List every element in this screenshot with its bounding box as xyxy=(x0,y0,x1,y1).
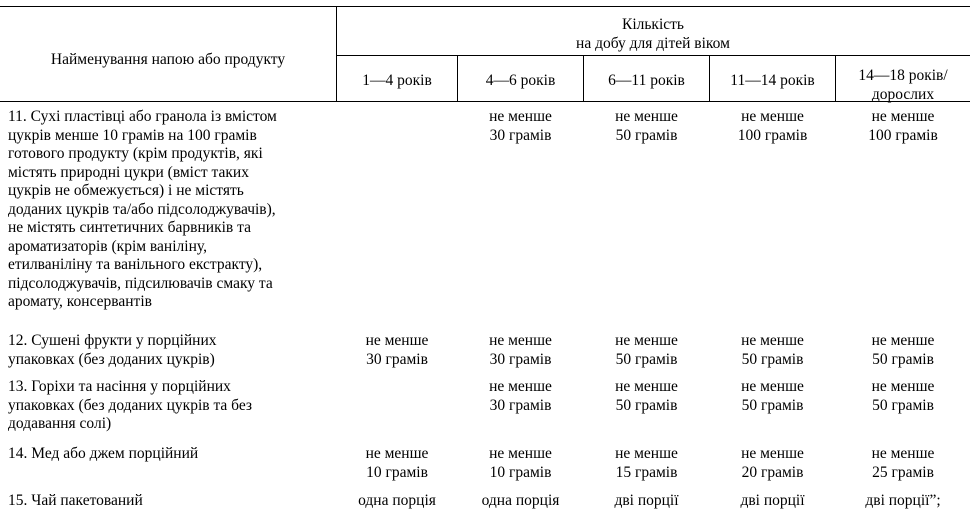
row-15-value-11-14 xyxy=(710,492,835,511)
header-bottom-border xyxy=(0,101,970,102)
row-11-name-line: підсолоджувачів, підсилювачів смаку та xyxy=(8,274,273,292)
table-top-border xyxy=(0,6,970,7)
row-13-name-line: додавання солі) xyxy=(8,415,112,432)
row-15-value-14-18 xyxy=(836,492,970,511)
row-11-name xyxy=(8,108,333,312)
value-line: 10 грамів xyxy=(489,463,552,481)
age-header-1-4: 1—4 років xyxy=(362,72,432,89)
value-line: не менше xyxy=(489,445,552,462)
quantity-title-line2: на добу для дітей віком xyxy=(576,35,730,52)
value-line: 50 грамів xyxy=(872,350,934,368)
value-line: 30 грамів xyxy=(489,396,552,414)
age-header-11-14: 11—14 років xyxy=(730,72,815,89)
value-line: 15 грамів xyxy=(615,463,678,481)
row-11-value-6-11 xyxy=(584,108,709,145)
value-line: не менше xyxy=(615,332,678,349)
value-line: не менше xyxy=(365,332,429,349)
value-line: 30 грамів xyxy=(489,350,552,368)
value-line: не менше xyxy=(741,378,804,395)
row-13-value-14-18 xyxy=(836,378,970,415)
name-column-header: Найменування напою або продукту xyxy=(50,51,286,68)
row-12-value-6-11 xyxy=(584,332,709,369)
row-14-value-1-4 xyxy=(337,445,457,482)
value-line: 50 грамів xyxy=(872,396,934,414)
row-13-name-line: упаковках (без доданих цукрів та без xyxy=(8,396,253,414)
header-divider xyxy=(336,55,970,56)
row-12-name-line: 12. Сушені фрукти у порційних xyxy=(8,332,217,349)
value-line: 50 грамів xyxy=(741,396,804,414)
quantity-title-line1: Кількість xyxy=(621,16,684,33)
age-header-14-18-adults: 14—18 років/ дорослих xyxy=(858,67,948,103)
row-12-value-11-14 xyxy=(710,332,835,369)
row-11-name-line: не містять синтетичних барвників та xyxy=(8,219,251,236)
row-11-value-14-18 xyxy=(836,108,970,145)
value-line: дві порції”; xyxy=(865,492,941,509)
row-13-value-11-14 xyxy=(710,378,835,415)
value-line: дві порції xyxy=(614,492,679,509)
value-line: 50 грамів xyxy=(615,350,678,368)
row-13-value-6-11 xyxy=(584,378,709,415)
value-line: 100 грамів xyxy=(737,126,808,144)
row-11-name-line: доданих цукрів та/або підсолоджувачів), xyxy=(8,200,276,218)
row-13-value-4-6 xyxy=(458,378,583,415)
age-header-4-6: 4—6 років xyxy=(485,72,556,89)
row-14-name xyxy=(8,445,333,464)
value-line: не менше xyxy=(489,378,552,395)
value-line: не менше xyxy=(741,332,804,349)
row-12-value-14-18 xyxy=(836,332,970,369)
row-14-value-14-18 xyxy=(836,445,970,482)
row-15-value-6-11 xyxy=(584,492,709,511)
value-line: не менше xyxy=(365,445,429,462)
value-line: 20 грамів xyxy=(741,463,804,481)
row-15-name xyxy=(8,492,333,511)
value-line: 30 грамів xyxy=(489,126,552,144)
value-line: одна порція xyxy=(358,492,436,509)
row-11-name-line: аромату, консервантів xyxy=(8,293,152,310)
age-header-6-11: 6—11 років xyxy=(608,72,685,89)
value-line: не менше xyxy=(615,445,678,462)
row-14-value-11-14 xyxy=(710,445,835,482)
value-line: не менше xyxy=(741,108,804,125)
value-line: не менше xyxy=(489,108,552,125)
value-line: не менше xyxy=(871,108,935,125)
row-11-value-4-6 xyxy=(458,108,583,145)
row-14-name-line: 14. Мед або джем порційний xyxy=(8,445,199,462)
value-line: не менше xyxy=(615,108,678,125)
value-line: не менше xyxy=(615,378,678,395)
row-11-name-line: цукрів не обмежується) і не містять xyxy=(8,182,244,199)
row-11-name-line: готового продукту (крім продуктів, які xyxy=(8,145,263,162)
row-15-value-4-6 xyxy=(458,492,583,511)
value-line: 50 грамів xyxy=(741,350,804,368)
value-line: не менше xyxy=(489,332,552,349)
row-11-name-line: містять природні цукри (вміст таких xyxy=(8,163,249,181)
row-15-value-1-4 xyxy=(337,492,457,511)
row-11-name-line: етилваніліну та ванільного екстракту), xyxy=(8,256,263,273)
row-11-value-11-14 xyxy=(710,108,835,145)
value-line: 30 грамів xyxy=(366,350,428,368)
value-line: 25 грамів xyxy=(872,463,934,481)
row-12-value-1-4 xyxy=(337,332,457,369)
row-11-name-line: цукрів менше 10 грамів на 100 грамів xyxy=(8,126,257,144)
value-line: не менше xyxy=(741,445,804,462)
row-12-name-line: упаковках (без доданих цукрів) xyxy=(8,350,215,368)
value-line: не менше xyxy=(871,445,935,462)
value-line: дві порції xyxy=(740,492,805,509)
row-11-name-line: ароматизаторів (крім ваніліну, xyxy=(8,237,207,255)
row-15-name-line: 15. Чай пакетований xyxy=(8,492,143,509)
row-11-name-line: 11. Сухі пластівці або гранола із вмістом xyxy=(8,108,277,125)
value-line: 50 грамів xyxy=(615,396,678,414)
row-13-name-line: 13. Горіхи та насіння у порційних xyxy=(8,378,231,395)
value-line: 100 грамів xyxy=(868,126,938,144)
row-14-value-6-11 xyxy=(584,445,709,482)
value-line: не менше xyxy=(871,378,935,395)
value-line: одна порція xyxy=(481,492,560,509)
row-14-value-4-6 xyxy=(458,445,583,482)
row-13-name xyxy=(8,378,333,434)
row-12-value-4-6 xyxy=(458,332,583,369)
value-line: не менше xyxy=(871,332,935,349)
value-line: 50 грамів xyxy=(615,126,678,144)
row-12-name xyxy=(8,332,333,369)
value-line: 10 грамів xyxy=(366,463,428,481)
